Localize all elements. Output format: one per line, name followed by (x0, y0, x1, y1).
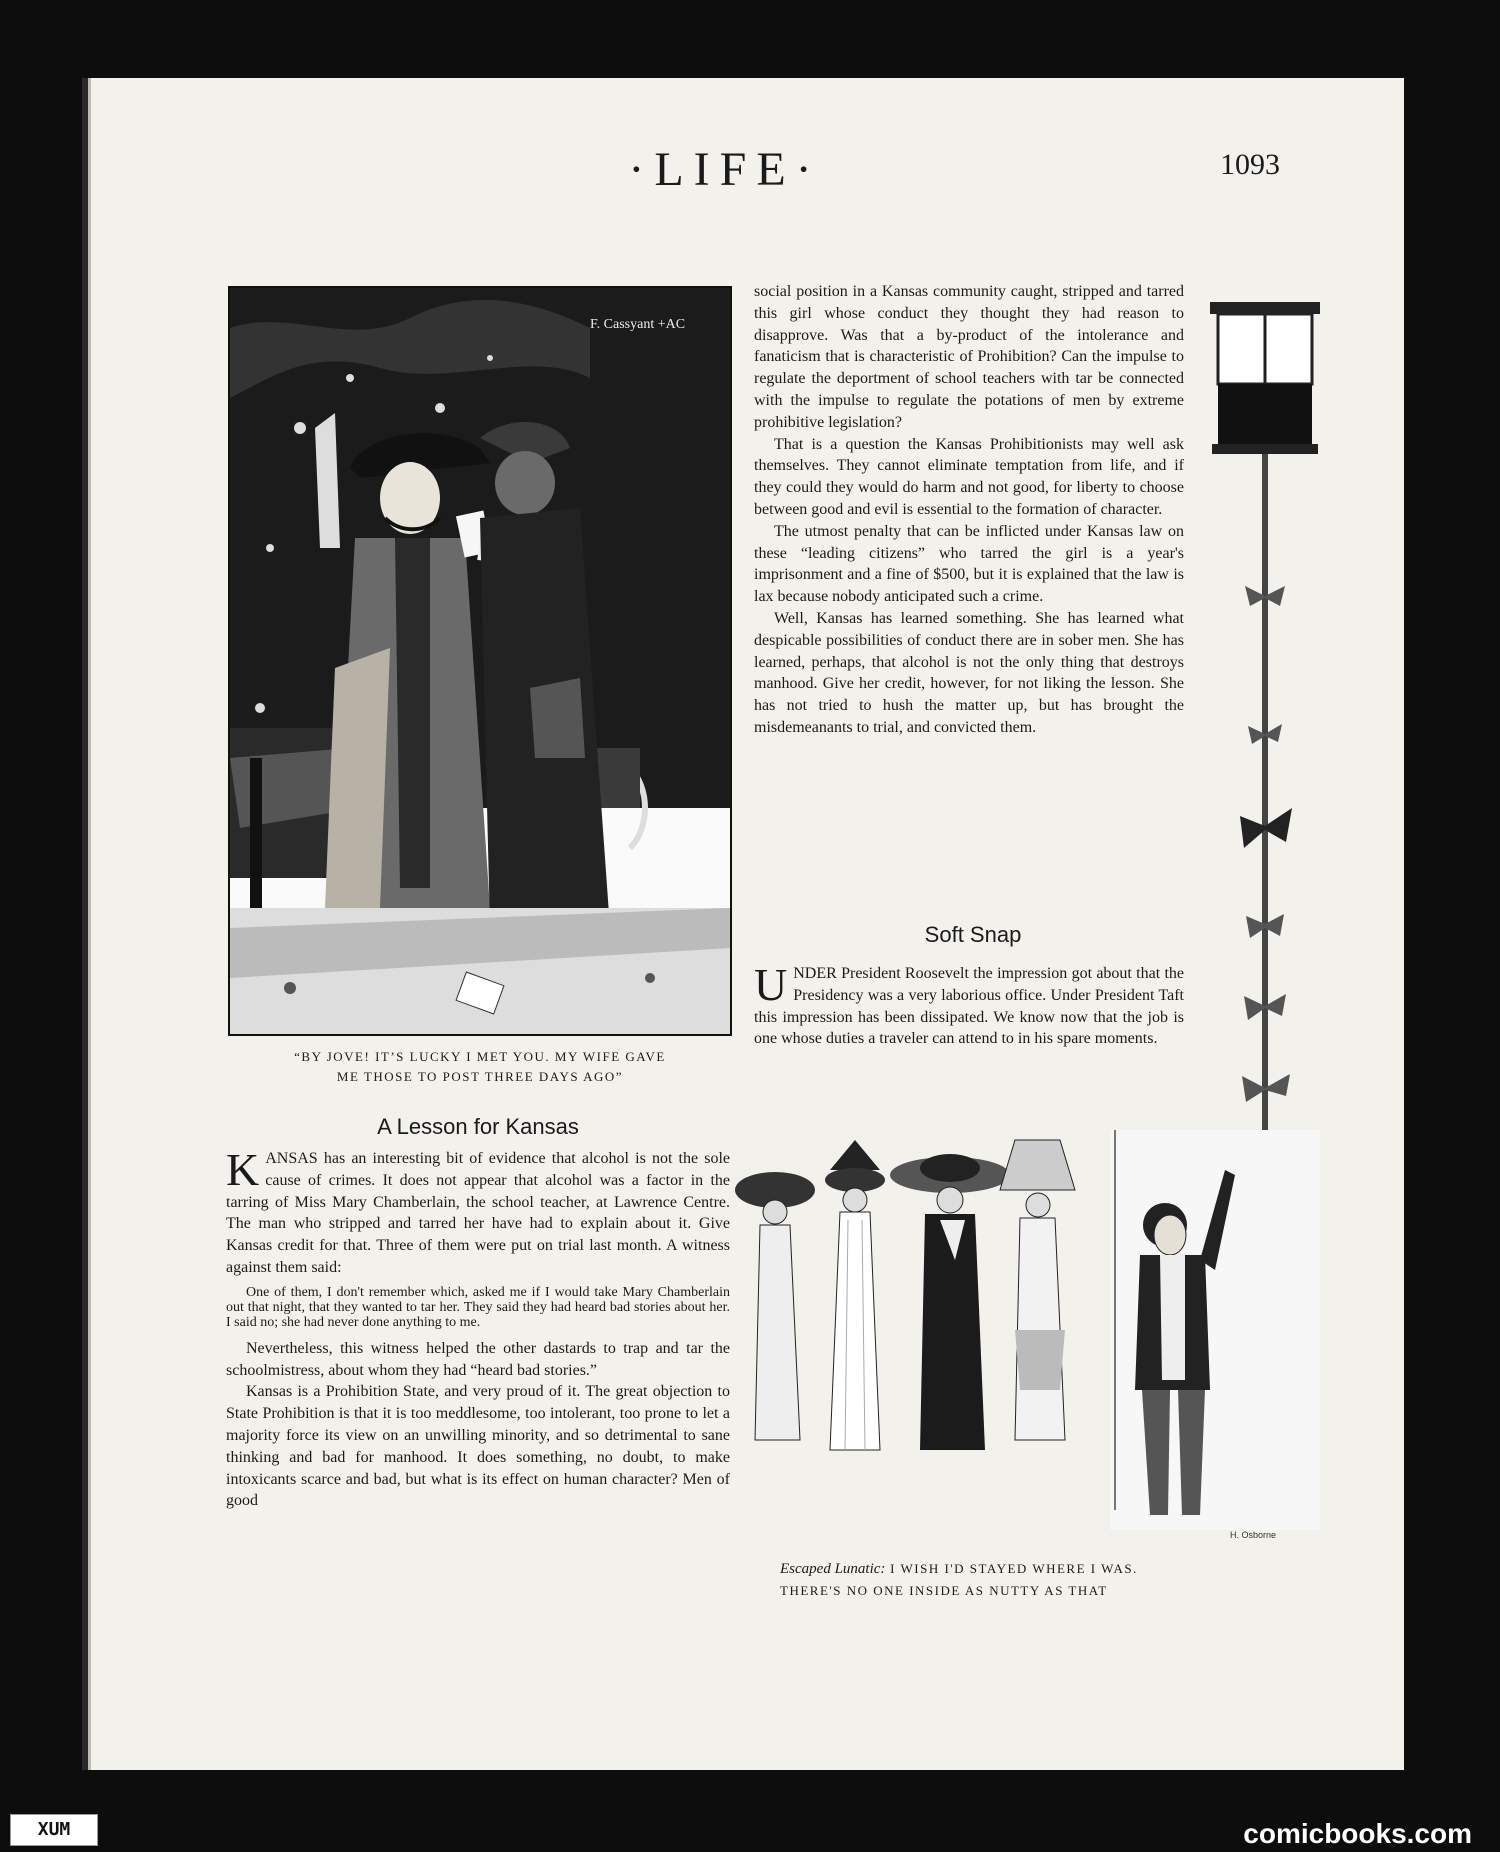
paragraph-text: ANSAS has an interesting bit of evidence that alcohol is not the sole cause of crimes. It does not appear that alcohol was a factor in the tarring of Miss Mary Chamberlain, the school teacher, at Lawrence Centre. The man who stripped and tarred her have had to explain about it. Give Kansas credit for that. Three of them were put on trial last month. A witness against them said: (226, 1150, 730, 1276)
caption-text: I WISH I'D STAYED WHERE I WAS. (890, 1561, 1138, 1576)
caption-line: THERE'S NO ONE INSIDE AS NUTTY AS THAT (780, 1583, 1108, 1598)
drop-cap: U (754, 959, 788, 1010)
scan-badge: XUM (10, 1814, 98, 1846)
article-column-snap (754, 959, 1184, 1050)
article-paragraph: social position in a Kansas community caught, stripped and tarred this girl whose conduct they thought they had reason to disapprove. Was that a by-product of the intolerance and fanaticism that is characteristic of Prohibition? Can the impulse to regulate the deportment of school teachers with tar be connected with the impulse to regulate the potations of men by extreme prohibitive legislation? (754, 283, 1184, 431)
caption-speaker: Escaped Lunatic: (780, 1561, 886, 1577)
paragraph-text: NDER President Roosevelt the impression got about that the Presidency was a very laborious office. Under President Taft this impression has been dissipated. We know now that the job is one whose duties a traveler can attend to in his spare moments. (754, 965, 1184, 1048)
article-heading-kansas: A Lesson for Kansas (377, 1114, 579, 1139)
spine-line (88, 78, 91, 1770)
watermark: comicbooks.com (1243, 1818, 1472, 1849)
article-paragraph: Nevertheless, this witness helped the other dastards to trap and tar the schoolmistress, about whom they had “heard bad stories.” (226, 1339, 730, 1379)
article-column-right (754, 281, 1184, 739)
illustration-men-letters (228, 286, 732, 1036)
caption-line: “BY JOVE! IT’S LUCKY I MET YOU. MY WIFE GAVE (294, 1049, 666, 1064)
drop-cap: K (226, 1144, 260, 1195)
article-paragraph: That is a question the Kansas Prohibitionists may well ask themselves. They cannot eliminate temptation from life, and if they could they would do harm and not good, for liberty to choose between good and evil is essential to the formation of character. (754, 435, 1184, 518)
lunatic-caption (780, 1558, 1280, 1602)
caption-line (780, 1558, 1280, 1580)
block-quote: One of them, I don't remember which, asked me if I would take Mary Chamberlain out that night, that they wanted to tar her. They said they had heard bad stories about her. I said no; she had never done anything to me. (226, 1284, 730, 1330)
article-paragraph: Kansas is a Prohibition State, and very proud of it. The great objection to State Prohibition is that it is too meddlesome, too intolerant, too prone to let a majority force its view on an unwilling minority, and so detrimental to sane thinking and bad for manhood. It does something, no doubt, to make intoxicants scarce and bad, but what is its effect on human character? Men of good (226, 1383, 730, 1510)
article-column-kansas (226, 1144, 730, 1512)
article-paragraph: Well, Kansas has learned something. She has learned what despicable possibilities of conduct there are in sober men. She has learned, perhaps, that alcohol is not the only thing that destroys manhood. Give her credit, however, for not liking the lesson. She has not tried to hush the matter up, but has brought the misdemeanants to trial, and convicted them. (754, 609, 1184, 736)
article-paragraph (226, 1144, 730, 1279)
illustration-signature: H. Osborne (1230, 1530, 1277, 1540)
article-paragraph (754, 959, 1184, 1050)
article-heading-snap: Soft Snap (924, 922, 1022, 947)
illustration-caption (220, 1047, 740, 1087)
page-number: 1093 (1220, 148, 1280, 181)
illustration-drawing (230, 288, 730, 1034)
caption-line: ME THOSE TO POST THREE DAYS AGO” (336, 1069, 624, 1084)
illustration-signature: F. Cassyant +AC (590, 317, 686, 332)
illustration-ladies-lunatic (730, 1130, 1320, 1550)
article-paragraph: The utmost penalty that can be inflicted under Kansas law on these “leading citizens” who tarred the girl is a year's imprisonment and a fine of $500, but it is explained that the law is lax because nobody anticipated such a crime. (754, 522, 1184, 606)
magazine-title: ·LIFE· (628, 143, 822, 196)
